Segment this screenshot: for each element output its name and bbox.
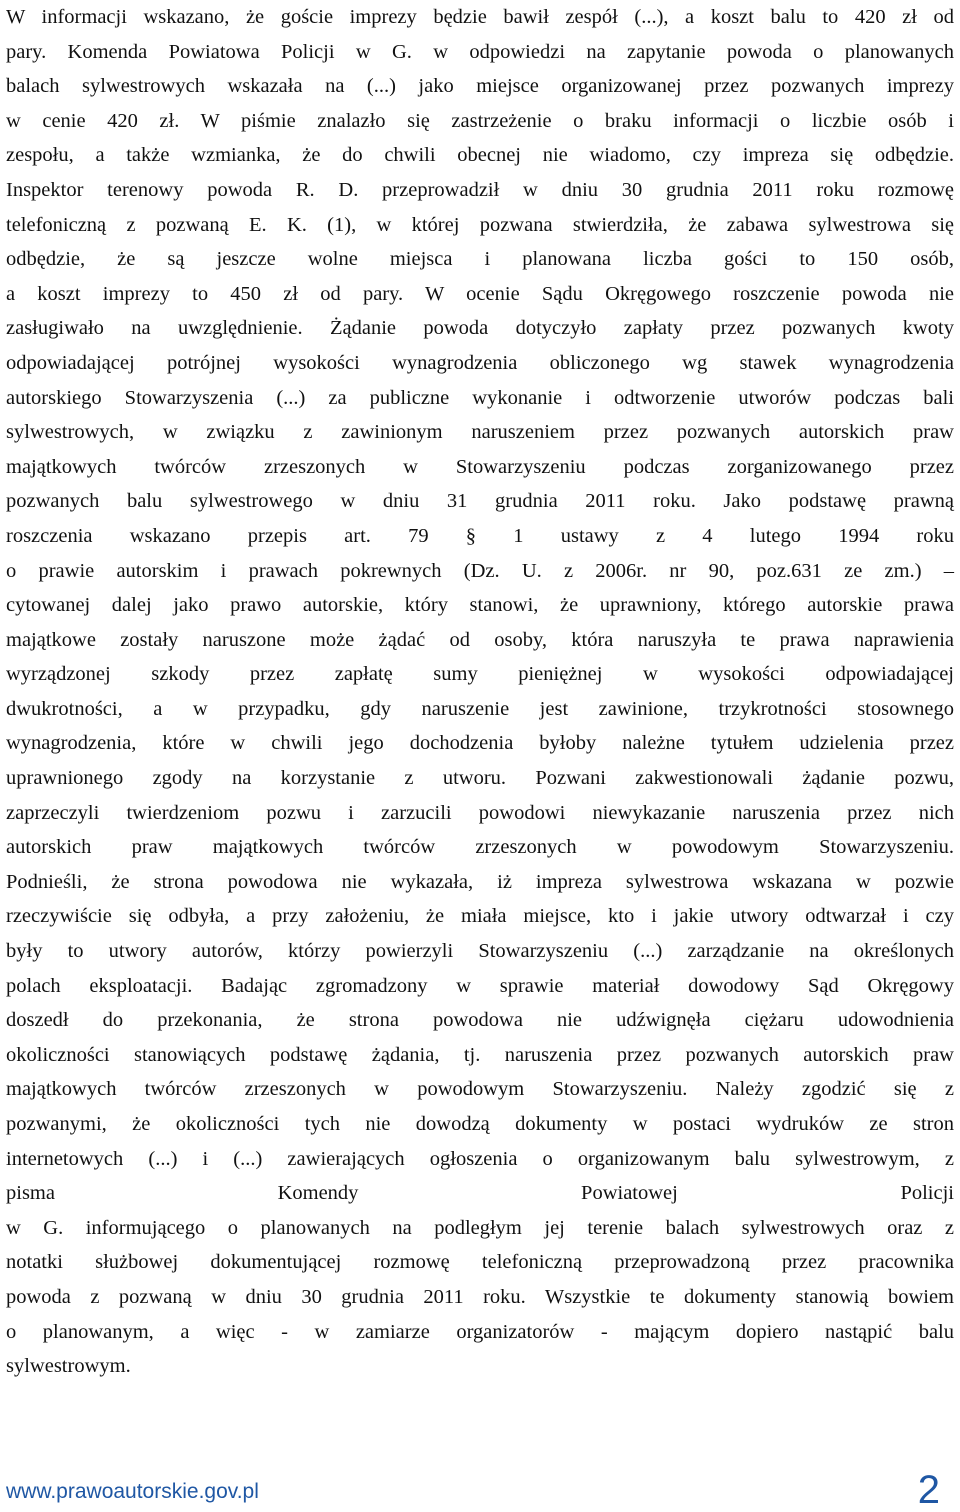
text-line: a koszt imprezy to 450 zł od pary. W ocenie Sądu Okręgowego roszczenie powoda nie — [6, 282, 954, 305]
text-line: okoliczności stanowiących podstawę żądania, tj. naruszenia przez pozwanych autorskich praw — [6, 1043, 954, 1066]
text-line: odpowiadającej potrójnej wysokości wynagrodzenia obliczonego wg stawek wynagrodzenia — [6, 351, 954, 374]
text-line: były to utwory autorów, którzy powierzyli Stowarzyszeniu (...) zarządzanie na określonych — [6, 940, 954, 963]
text-line: polach eksploatacji. Badając zgromadzony w sprawie materiał dowodowy Sąd Okręgowy — [6, 974, 954, 997]
text-line: pozwanymi, że okoliczności tych nie dowodzą dokumenty w postaci wydruków ze stron — [6, 1113, 954, 1135]
text-line: autorskich praw majątkowych twórców zrzeszonych w powodowym Stowarzyszeniu. — [6, 836, 954, 859]
text-line: W informacji wskazano, że goście imprezy będzie bawił zespół (...), a koszt balu to 420 zł od — [6, 6, 954, 28]
text-line: internetowych (...) i (...) zawierających ogłoszenia o organizowanym balu sylwestrowym, z — [6, 1147, 954, 1170]
text-line: roszczenia wskazano przepis art. 79 § 1 ustawy z 4 lutego 1994 roku — [6, 524, 954, 547]
text-line: dwukrotności, a w przypadku, gdy naruszenie jest zawinione, trzykrotności stosownego — [6, 697, 954, 720]
text-line: wynagrodzenia, które w chwili jego dochodzenia byłoby należne tytułem udzielenia przez — [6, 732, 954, 755]
text-line: odbędzie, że są jeszcze wolne miejsca i planowana liczba gości to 150 osób, — [6, 248, 954, 271]
text-line: w G. informującego o planowanych na podległym jej terenie balach sylwestrowych oraz z — [6, 1216, 954, 1239]
text-line: zespołu, a także wzmianka, że do chwili obecnej nie wiadomo, czy impreza się odbędzie. — [6, 144, 954, 167]
text-line: o prawie autorskim i prawach pokrewnych (Dz. U. z 2006r. nr 90, poz.631 ze zm.) – — [6, 559, 954, 582]
text-line: notatki służbowej dokumentującej rozmowę telefoniczną przeprowadzoną przez pracownika — [6, 1251, 954, 1274]
text-line: majątkowych twórców zrzeszonych w powodowym Stowarzyszeniu. Należy zgodzić się z — [6, 1078, 954, 1101]
document-page — [6, 0, 954, 1512]
text-line: Inspektor terenowy powoda R. D. przeprowadził w dniu 30 grudnia 2011 roku rozmowę — [6, 178, 954, 201]
text-line: w cenie 420 zł. W piśmie znalazło się zastrzeżenie o braku informacji o liczbie osób i — [6, 109, 954, 132]
text-line: pozwanych balu sylwestrowego w dniu 31 grudnia 2011 roku. Jako podstawę prawną — [6, 490, 954, 513]
text-line: cytowanej dalej jako prawo autorskie, który stanowi, że uprawniony, którego autorskie prawa — [6, 594, 954, 617]
text-line: telefoniczną z pozwaną E. K. (1), w której pozwana stwierdziła, że zabawa sylwestrowa się — [6, 213, 954, 236]
text-line: uprawnionego zgody na korzystanie z utworu. Pozwani zakwestionowali żądanie pozwu, — [6, 767, 954, 790]
text-line: wyrządzonej szkody przez zapłatę sumy pieniężnej w wysokości odpowiadającej — [6, 663, 954, 686]
footer-website-link[interactable]: www.prawoautorskie.gov.pl — [6, 1480, 259, 1503]
text-line: balach sylwestrowych wskazała na (...) jako miejsce organizowanej przez pozwanych imprezy — [6, 75, 954, 98]
text-line: rzeczywiście się odbyła, a przy założeniu, że miała miejsce, kto i jakie utwory odtwarzał i czy — [6, 905, 954, 928]
text-line: sylwestrowym. — [6, 1355, 131, 1378]
text-line: zasługiwało na uwzględnienie. Żądanie powoda dotyczyło zapłaty przez pozwanych kwoty — [6, 317, 954, 340]
text-line: powoda z pozwaną w dniu 30 grudnia 2011 roku. Wszystkie te dokumenty stanowią bowiem — [6, 1285, 954, 1308]
text-line: majątkowych twórców zrzeszonych w Stowarzyszeniu podczas zorganizowanego przez — [6, 455, 954, 478]
text-line: autorskiego Stowarzyszenia (...) za publiczne wykonanie i odtworzenie utworów podczas bali — [6, 386, 954, 409]
text-line: pisma Komendy Powiatowej Policji — [6, 1182, 954, 1205]
text-line: o planowanym, a więc - w zamiarze organizatorów - mającym dopiero nastąpić balu — [6, 1320, 954, 1343]
document-body — [6, 0, 954, 1384]
text-line: zaprzeczyli twierdzeniom pozwu i zarzucili powodowi niewykazanie naruszenia przez nich — [6, 801, 954, 824]
text-line: majątkowe zostały naruszone może żądać od osoby, która naruszyła te prawa naprawienia — [6, 628, 954, 651]
text-line: pary. Komenda Powiatowa Policji w G. w odpowiedzi na zapytanie powoda o planowanych — [6, 40, 954, 63]
page-number: 2 — [917, 1468, 940, 1512]
text-line: sylwestrowych, w związku z zawinionym naruszeniem przez pozwanych autorskich praw — [6, 421, 954, 444]
text-line: Podnieśli, że strona powodowa nie wykazała, iż impreza sylwestrowa wskazana w pozwie — [6, 870, 954, 893]
text-line: doszedł do przekonania, że strona powodowa nie udźwignęła ciężaru udowodnienia — [6, 1009, 954, 1032]
